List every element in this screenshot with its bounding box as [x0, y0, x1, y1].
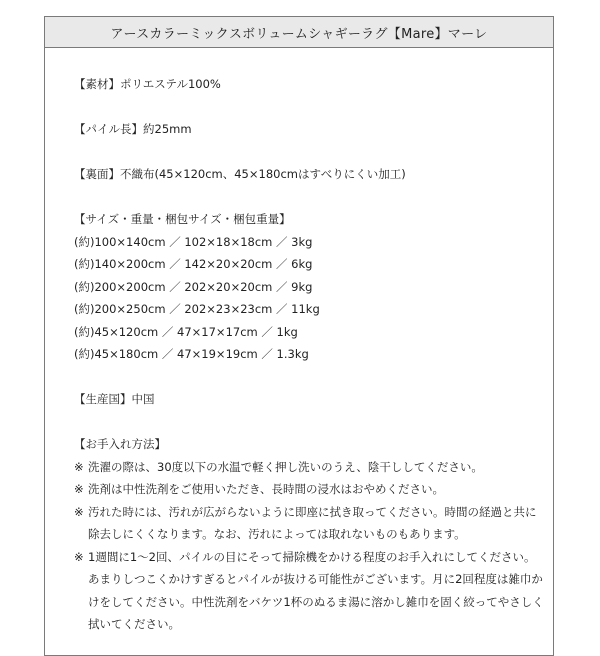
care-note: [74, 478, 544, 501]
care-note-text: 1週間に1～2回、パイルの目にそって掃除機をかける程度のお手入れにしてください。あまりしつこくかけすぎるとパイルが抜ける可能性がございます。月に2回程度は雑巾かけをしてください。中性洗剤をバケツ1杯のぬるま湯に溶かし雑巾を固く絞ってやさしく拭いてください。: [88, 549, 544, 631]
panel-title: アースカラーミックスボリュームシャギーラグ【Mare】マーレ: [45, 17, 553, 48]
pile-length-line: 【パイル長】約25mm: [74, 122, 192, 136]
care-note-text: 洗剤は中性洗剤をご使用いただき、長時間の浸水はおやめください。: [88, 482, 445, 496]
care-note: [74, 546, 544, 636]
care-note: [74, 456, 544, 479]
product-spec-panel: [44, 16, 554, 656]
care-heading: 【お手入れ方法】: [74, 437, 166, 451]
care-note-text: 洗濯の際は、30度以下の水温で軽く押し洗いのうえ、陰干ししてください。: [88, 459, 483, 474]
care-note: [74, 501, 544, 546]
note-mark: ※: [74, 549, 84, 564]
backing-line: 【裏面】不織布(45×120cm、45×180cmはすべりにくい加工): [74, 167, 406, 181]
size-row: (約)45×120cm ／ 47×17×17cm ／ 1kg: [74, 324, 298, 339]
size-row: (約)45×180cm ／ 47×19×19cm ／ 1.3kg: [74, 347, 309, 361]
note-mark: ※: [74, 482, 84, 496]
care-note-text: 汚れた時には、汚れが広がらないように即座に拭き取ってください。時間の経過と共に除去しにくくなります。なお、汚れによっては取れないものもあります。: [88, 504, 537, 541]
origin-line: 【生産国】中国: [74, 392, 155, 406]
note-mark: ※: [74, 504, 84, 519]
note-mark: ※: [74, 459, 84, 474]
spec-content: [74, 73, 544, 636]
size-row: (約)140×200cm ／ 142×20×20cm ／ 6kg: [74, 257, 313, 271]
size-row: (約)200×200cm ／ 202×20×20cm ／ 9kg: [74, 279, 313, 294]
size-row: (約)200×250cm ／ 202×23×23cm ／ 11kg: [74, 302, 320, 316]
material-line: 【素材】ポリエステル100%: [74, 77, 221, 91]
sizes-heading: 【サイズ・重量・梱包サイズ・梱包重量】: [74, 212, 291, 226]
size-row: (約)100×140cm ／ 102×18×18cm ／ 3kg: [74, 234, 313, 249]
